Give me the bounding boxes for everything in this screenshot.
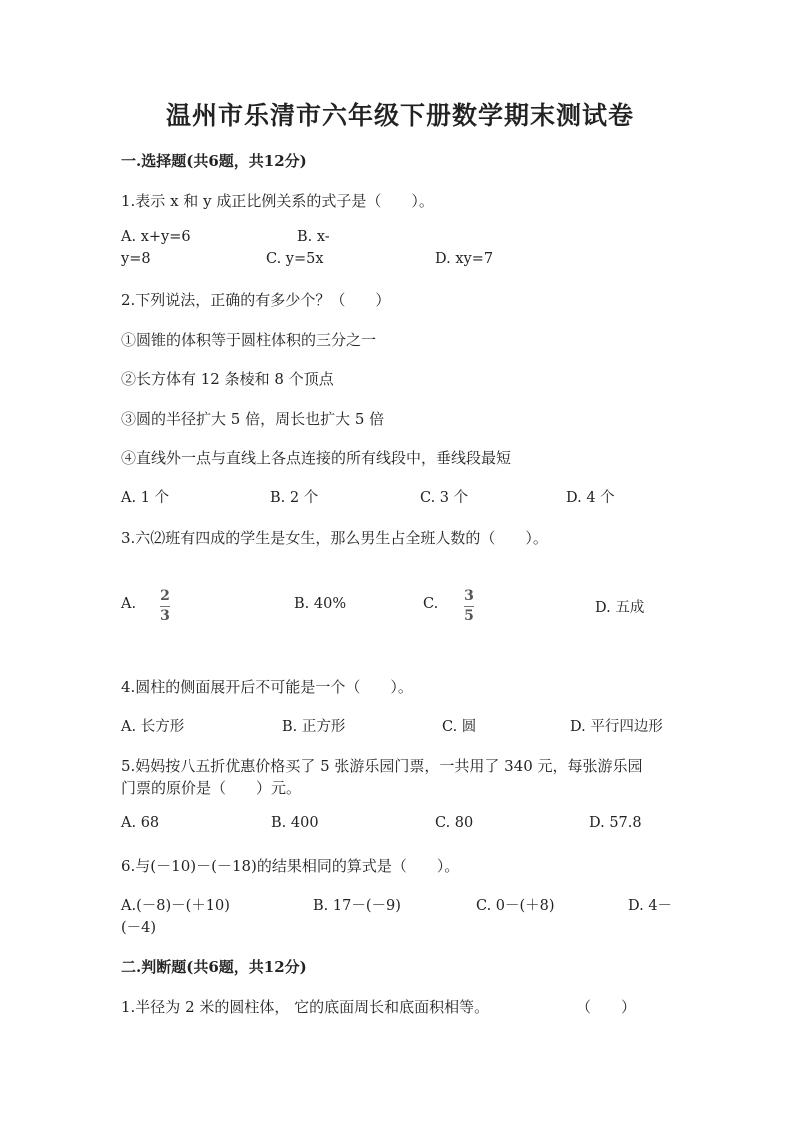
question-2-option-c[interactable]: C. 3 个	[420, 490, 469, 506]
question-2-stem: 2.下列说法，正确的有多少个？（ ）	[121, 291, 391, 309]
question-2-option-d[interactable]: D. 4 个	[566, 490, 615, 506]
question-2-statement-3: ③圆的半径扩大 5 倍，周长也扩大 5 倍	[121, 410, 385, 428]
question-1-option-c[interactable]: C. y=5x	[266, 251, 324, 267]
question-3-option-c-fraction	[464, 589, 474, 624]
question-1-stem: 1.表示 x 和 y 成正比例关系的式子是（ ）。	[121, 192, 434, 210]
question-2-statement-2: ②长方体有 12 条棱和 8 个顶点	[121, 370, 334, 388]
question-4-stem: 4.圆柱的侧面展开后不可能是一个（ ）。	[121, 678, 413, 696]
fraction-numerator: 3	[464, 588, 474, 604]
page-title: 温州市乐清市六年级下册数学期末测试卷	[165, 101, 634, 130]
question-2-option-a[interactable]: A. 1 个	[121, 490, 170, 506]
question-6-option-d-continued: (－4)	[121, 920, 157, 936]
question-2-statement-4: ④直线外一点与直线上各点连接的所有线段中，垂线段最短	[121, 449, 512, 467]
question-2-option-b[interactable]: B. 2 个	[270, 490, 319, 506]
question-3-option-d[interactable]: D. 五成	[595, 600, 645, 616]
question-4-option-d[interactable]: D. 平行四边形	[570, 719, 663, 735]
question-1-option-d[interactable]: D. xy=7	[435, 251, 494, 267]
question-6-stem: 6.与(－10)－(－18)的结果相同的算式是（ ）。	[121, 857, 460, 875]
question-1-option-a[interactable]: A. x+y=6	[121, 229, 191, 245]
question-6-option-a[interactable]: A.(－8)－(＋10)	[121, 898, 230, 914]
judgement-1-answer-bracket[interactable]: （ ）	[576, 998, 637, 1016]
fraction-numerator: 2	[160, 588, 170, 604]
question-4-option-a[interactable]: A. 长方形	[121, 719, 185, 735]
question-2-statement-1: ①圆锥的体积等于圆柱体积的三分之一	[121, 331, 377, 349]
question-4-option-b[interactable]: B. 正方形	[282, 719, 346, 735]
question-3-stem: 3.六⑵班有四成的学生是女生，那么男生占全班人数的（ ）。	[121, 529, 548, 547]
fraction-bar	[160, 606, 170, 607]
question-5-option-a[interactable]: A. 68	[121, 815, 160, 831]
fraction-bar	[464, 606, 474, 607]
question-6-option-c[interactable]: C. 0－(＋8)	[476, 898, 555, 914]
question-3-option-c[interactable]: C.	[423, 596, 439, 612]
question-6-option-d[interactable]: D. 4－	[628, 898, 673, 914]
judgement-1-stem: 1.半径为 2 米的圆柱体， 它的底面周长和底面积相等。	[121, 998, 490, 1016]
section-heading-judgement: 二.判断题(共6题，共12分)	[121, 958, 307, 976]
question-5-option-d[interactable]: D. 57.8	[589, 815, 642, 831]
fraction-denominator: 3	[160, 608, 170, 624]
question-3-option-b[interactable]: B. 40%	[294, 596, 347, 612]
question-1-option-b[interactable]: B. x-	[297, 229, 330, 245]
section-heading-choice: 一.选择题(共6题，共12分)	[121, 152, 307, 170]
question-1-option-b-continued: y=8	[121, 251, 151, 267]
question-3-option-a[interactable]: A.	[121, 596, 137, 612]
question-4-option-c[interactable]: C. 圆	[442, 719, 477, 735]
question-5-stem-line-1: 5.妈妈按八五折优惠价格买了 5 张游乐园门票，一共用了 340 元，每张游乐园	[121, 757, 643, 775]
question-5-stem-line-2: 门票的原价是（ ）元。	[121, 779, 302, 797]
question-3-option-a-fraction	[160, 589, 170, 624]
question-5-option-c[interactable]: C. 80	[435, 815, 474, 831]
question-5-option-b[interactable]: B. 400	[271, 815, 319, 831]
fraction-denominator: 5	[464, 608, 474, 624]
question-6-option-b[interactable]: B. 17－(－9)	[313, 898, 401, 914]
